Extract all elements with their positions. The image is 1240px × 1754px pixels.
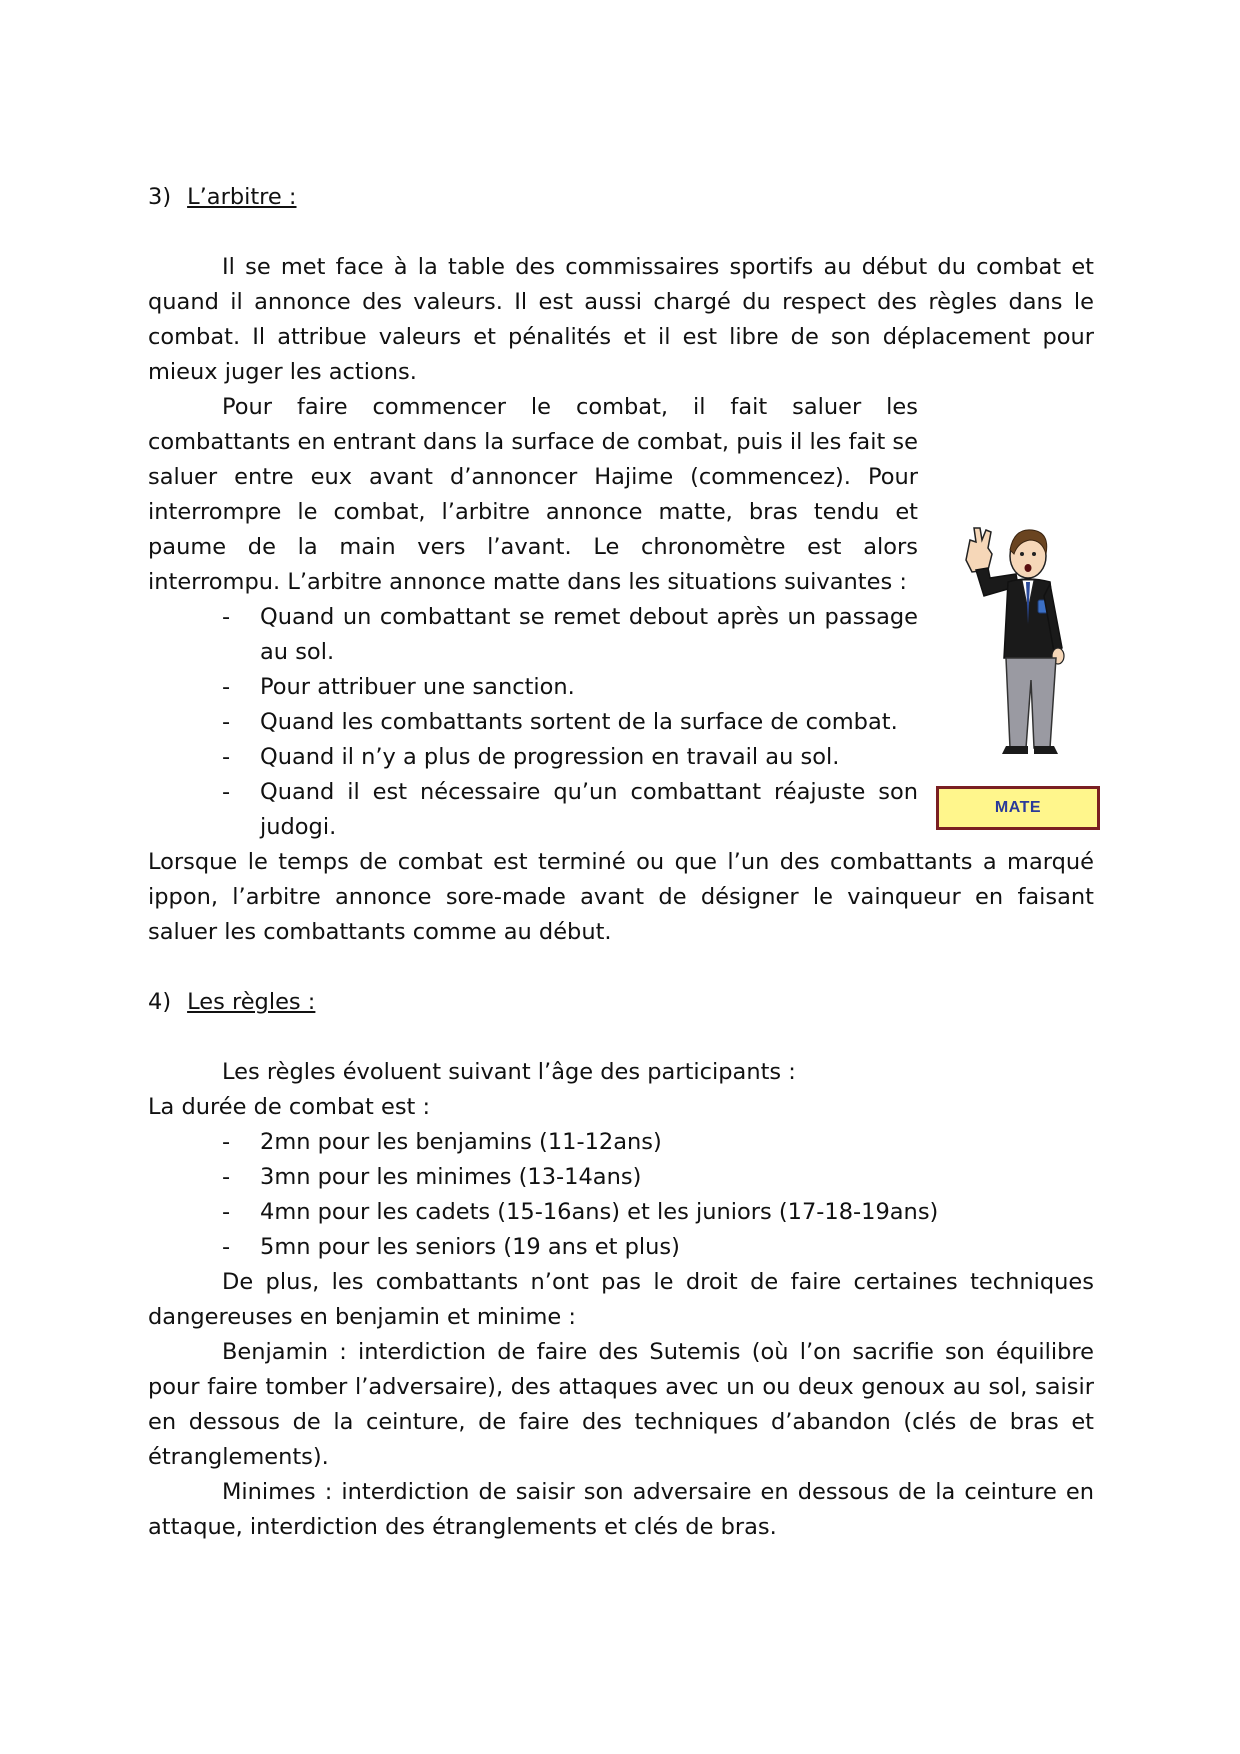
- section-3-heading: [148, 180, 1094, 215]
- list-item: - Pour attribuer une sanction.: [148, 670, 918, 705]
- section-4-paragraph-3: De plus, les combattants n’ont pas le droit de faire certaines techniques dangereuses en benjamin et minime :: [148, 1269, 1094, 1330]
- document-page: [148, 180, 1094, 1545]
- list-item: - 3mn pour les minimes (13-14ans): [148, 1160, 1094, 1195]
- list-item: - 5mn pour les seniors (19 ans et plus): [148, 1230, 1094, 1265]
- list-item: - Quand un combattant se remet debout après un passage au sol.: [148, 600, 918, 670]
- list-item: - 2mn pour les benjamins (11-12ans): [148, 1125, 1094, 1160]
- mate-label: MATE: [994, 799, 1042, 816]
- section-3-number: 3): [148, 184, 172, 210]
- section-3-paragraph-1: Il se met face à la table des commissaires sportifs au début du combat et quand il annonce des valeurs. Il est aussi chargé du respect des règles dans le combat. Il attribue valeurs et pénalités et il est libre de son déplacement pour mieux juger les actions.: [148, 254, 1094, 385]
- list-item: - 4mn pour les cadets (15-16ans) et les juniors (17-18-19ans): [148, 1195, 1094, 1230]
- section-4-paragraph-5: Minimes : interdiction de saisir son adversaire en dessous de la ceinture en attaque, interdiction des étranglements et clés de bras.: [148, 1479, 1094, 1540]
- list-item: - Quand il n’y a plus de progression en travail au sol.: [148, 740, 918, 775]
- section-4-title: Les règles :: [187, 989, 316, 1015]
- section-3-title: L’arbitre :: [187, 184, 297, 210]
- section-4-number: 4): [148, 989, 172, 1015]
- section-4-paragraph-4: Benjamin : interdiction de faire des Sutemis (où l’on sacrifie son équilibre pour faire tomber l’adversaire), des attaques avec un ou deux genoux au sol, saisir en dessous de la ceinture, de faire des techniques d’abandon (clés de bras et étranglements).: [148, 1339, 1094, 1470]
- list-item: - Quand les combattants sortent de la surface de combat.: [148, 705, 918, 740]
- list-item: - Quand il est nécessaire qu’un combattant réajuste son judogi.: [148, 775, 918, 845]
- mate-label-box: [936, 786, 1100, 830]
- section-3-paragraph-3: Lorsque le temps de combat est terminé ou que l’un des combattants a marqué ippon, l’arbitre annonce sore-made avant de désigner le vainqueur en faisant saluer les combattants comme au début.: [148, 849, 1094, 945]
- section-4-paragraph-2: La durée de combat est :: [148, 1094, 431, 1120]
- section-3-paragraph-2: Pour faire commencer le combat, il fait saluer les combattants en entrant dans la surface de combat, puis il les fait se saluer entre eux avant d’annoncer Hajime (commencez). Pour interrompre le combat, l’arbitre annonce matte, bras tendu et paume de la main vers l’avant. Le chronomètre est alors interrompu. L’arbitre annonce matte dans les situations suivantes :: [148, 394, 918, 595]
- combat-duration-list: [148, 1125, 1094, 1265]
- referee-illustration: [958, 520, 1078, 770]
- section-4-paragraph-1: Les règles évoluent suivant l’âge des participants :: [222, 1059, 796, 1085]
- section-4-heading: [148, 985, 1094, 1020]
